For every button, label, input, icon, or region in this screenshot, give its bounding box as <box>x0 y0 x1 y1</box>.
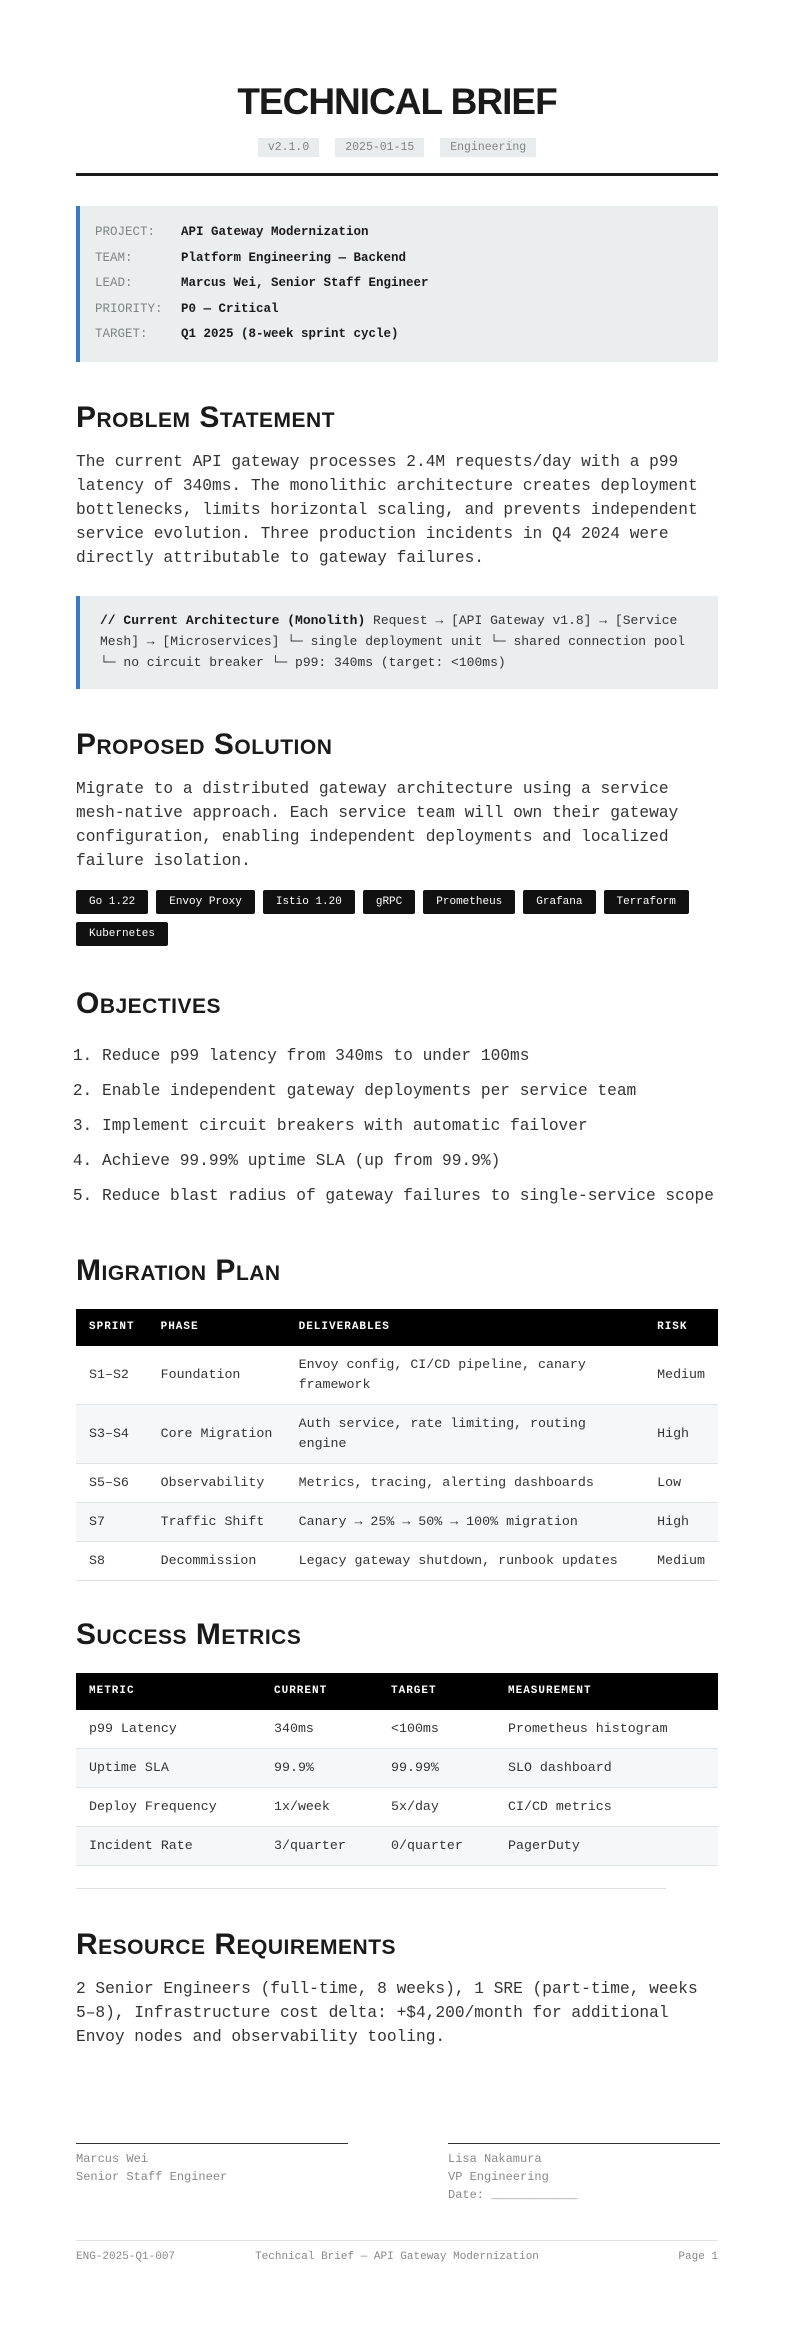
header-badges <box>76 138 718 157</box>
info-value: Platform Engineering — Backend <box>181 250 407 265</box>
signature-line <box>448 2143 720 2144</box>
table-cell: High <box>644 1404 718 1463</box>
table-cell: 0/quarter <box>378 1826 495 1865</box>
table-cell: S8 <box>76 1541 148 1580</box>
table-row <box>76 1787 718 1826</box>
info-row-team <box>95 246 718 272</box>
column-header: DELIVERABLES <box>286 1309 645 1346</box>
table-cell: Prometheus histogram <box>495 1710 718 1749</box>
objective-item: 3. Implement circuit breakers with automatic failover <box>102 1114 718 1149</box>
architecture-code-block <box>76 596 718 689</box>
column-header: PHASE <box>148 1309 286 1346</box>
department-badge: Engineering <box>440 138 536 157</box>
table-cell: Uptime SLA <box>76 1748 261 1787</box>
version-badge: v2.1.0 <box>258 138 319 157</box>
table-row <box>76 1346 718 1405</box>
column-header: SPRINT <box>76 1309 148 1346</box>
table-cell: Legacy gateway shutdown, runbook updates <box>286 1541 645 1580</box>
table-row <box>76 1541 718 1580</box>
table-cell: Traffic Shift <box>148 1502 286 1541</box>
table-cell: CI/CD metrics <box>495 1787 718 1826</box>
tech-tag: Envoy Proxy <box>156 890 255 914</box>
header-rule <box>76 173 718 176</box>
tech-tag: Prometheus <box>423 890 515 914</box>
metrics-heading: Success Metrics <box>76 1617 302 1651</box>
table-header-row <box>76 1309 718 1346</box>
code-block-title: // Current Architecture (Monolith) <box>100 612 366 628</box>
solution-text: Migrate to a distributed gateway architecture using a service mesh-native approach. Each service team will own their gateway configuration, enabling independent deployments and localized failure isolation. <box>76 779 679 870</box>
objective-item: 2. Enable independent gateway deployments per service team <box>102 1079 718 1114</box>
table-cell: Deploy Frequency <box>76 1787 261 1826</box>
table-cell: Medium <box>644 1346 718 1405</box>
info-label: PRIORITY: <box>95 301 163 316</box>
document-title: TECHNICAL BRIEF <box>237 81 557 122</box>
column-header: CURRENT <box>261 1673 378 1710</box>
project-info-box <box>76 206 718 362</box>
tech-tag: gRPC <box>363 890 415 914</box>
info-label: TEAM: <box>95 250 133 265</box>
solution-heading: Proposed Solution <box>76 727 333 761</box>
column-header: RISK <box>644 1309 718 1346</box>
table-cell: Medium <box>644 1541 718 1580</box>
problem-text: The current API gateway processes 2.4M requests/day with a p99 latency of 340ms. The monolithic architecture creates deployment bottlenecks, limits horizontal scaling, and prevents independent service evolution. Three production incidents in Q4 2024 were directly attributable to gateway failures. <box>76 452 698 567</box>
table-cell: PagerDuty <box>495 1826 718 1865</box>
table-cell: 3/quarter <box>261 1826 378 1865</box>
migration-heading: Migration Plan <box>76 1253 281 1287</box>
document-id: ENG-2025-Q1-007 <box>76 2251 176 2263</box>
signer-name: Lisa Nakamura <box>448 2152 542 2166</box>
signer-title: VP Engineering <box>448 2170 549 2184</box>
table-row <box>76 1404 718 1463</box>
table-cell: 99.99% <box>378 1748 495 1787</box>
tech-tag: Terraform <box>604 890 689 914</box>
signature-block-right <box>448 2143 720 2204</box>
table-cell: 340ms <box>261 1710 378 1749</box>
table-cell: Decommission <box>148 1541 286 1580</box>
info-row-project <box>95 220 718 246</box>
table-row <box>76 1826 718 1865</box>
table-cell: Incident Rate <box>76 1826 261 1865</box>
table-cell: Observability <box>148 1463 286 1502</box>
document-page <box>76 0 718 2263</box>
table-cell: Low <box>644 1463 718 1502</box>
metrics-table <box>76 1673 718 1866</box>
signature-block-left <box>76 2143 348 2186</box>
info-value: Q1 2025 (8-week sprint cycle) <box>181 327 399 341</box>
table-cell: p99 Latency <box>76 1710 261 1749</box>
tech-tag: Go 1.22 <box>76 890 148 914</box>
signer-title: Senior Staff Engineer <box>76 2170 228 2184</box>
objective-item: 1. Reduce p99 latency from 340ms to under 100ms <box>102 1044 718 1079</box>
info-value: Marcus Wei, Senior Staff Engineer <box>181 276 429 290</box>
date-badge: 2025-01-15 <box>335 138 424 157</box>
table-cell: Core Migration <box>148 1404 286 1463</box>
footer-title: Technical Brief — API Gateway Modernization <box>255 2251 539 2263</box>
table-cell: Canary → 25% → 50% → 100% migration <box>286 1502 645 1541</box>
page-number: Page 1 <box>678 2251 718 2263</box>
table-row <box>76 1748 718 1787</box>
table-cell: S1–S2 <box>76 1346 148 1405</box>
table-cell: SLO dashboard <box>495 1748 718 1787</box>
table-cell: S3–S4 <box>76 1404 148 1463</box>
signer-name: Marcus Wei <box>76 2152 149 2166</box>
table-cell: Auth service, rate limiting, routing engine <box>286 1404 645 1463</box>
table-cell: <100ms <box>378 1710 495 1749</box>
table-row <box>76 1710 718 1749</box>
column-header: MEASUREMENT <box>495 1673 718 1710</box>
table-row <box>76 1463 718 1502</box>
tech-stack-tags <box>76 890 718 954</box>
table-cell: S7 <box>76 1502 148 1541</box>
resources-heading: Resource Requirements <box>76 1927 397 1961</box>
table-row <box>76 1502 718 1541</box>
objective-item: 4. Achieve 99.99% uptime SLA (up from 99.9%) <box>102 1149 718 1184</box>
table-cell: 1x/week <box>261 1787 378 1826</box>
table-cell: 99.9% <box>261 1748 378 1787</box>
table-cell: S5–S6 <box>76 1463 148 1502</box>
column-header: METRIC <box>76 1673 261 1710</box>
table-header-row <box>76 1673 718 1710</box>
resources-text: 2 Senior Engineers (full-time, 8 weeks), 1 SRE (part-time, weeks 5–8), Infrastructure cost delta: +$4,200/month for additional Envoy nodes and observability tooling. <box>76 1979 698 2046</box>
table-cell: Foundation <box>148 1346 286 1405</box>
page-footer <box>76 2240 718 2263</box>
info-label: LEAD: <box>95 276 133 290</box>
table-cell: High <box>644 1502 718 1541</box>
info-row-priority <box>95 297 718 323</box>
migration-table <box>76 1309 718 1581</box>
tech-tag: Grafana <box>523 890 595 914</box>
info-row-lead <box>95 271 718 297</box>
objective-item: 5. Reduce blast radius of gateway failures to single-service scope <box>102 1184 718 1219</box>
info-row-target <box>95 322 718 348</box>
info-label: PROJECT: <box>95 225 156 239</box>
tech-tag: Istio 1.20 <box>263 890 355 914</box>
info-label: TARGET: <box>95 327 148 341</box>
section-divider <box>76 1888 666 1889</box>
code-block-text: Request → [API Gateway v1.8] → [Service Mesh] → [Microservices] └─ single deployment unit └─ shared connection pool └─ no circuit breaker └─ p99: 340ms (target: <100ms) <box>100 612 686 670</box>
objectives-list <box>76 1044 718 1219</box>
problem-heading: Problem Statement <box>76 400 336 434</box>
tech-tag: Kubernetes <box>76 922 168 946</box>
table-cell: Envoy config, CI/CD pipeline, canary framework <box>286 1346 645 1405</box>
info-value: P0 — Critical <box>181 301 279 316</box>
signature-date: Date: ____________ <box>448 2188 578 2202</box>
objectives-heading: Objectives <box>76 986 222 1020</box>
table-cell: Metrics, tracing, alerting dashboards <box>286 1463 645 1502</box>
info-value: API Gateway Modernization <box>181 225 369 239</box>
table-cell: 5x/day <box>378 1787 495 1826</box>
column-header: TARGET <box>378 1673 495 1710</box>
signature-line <box>76 2143 348 2144</box>
